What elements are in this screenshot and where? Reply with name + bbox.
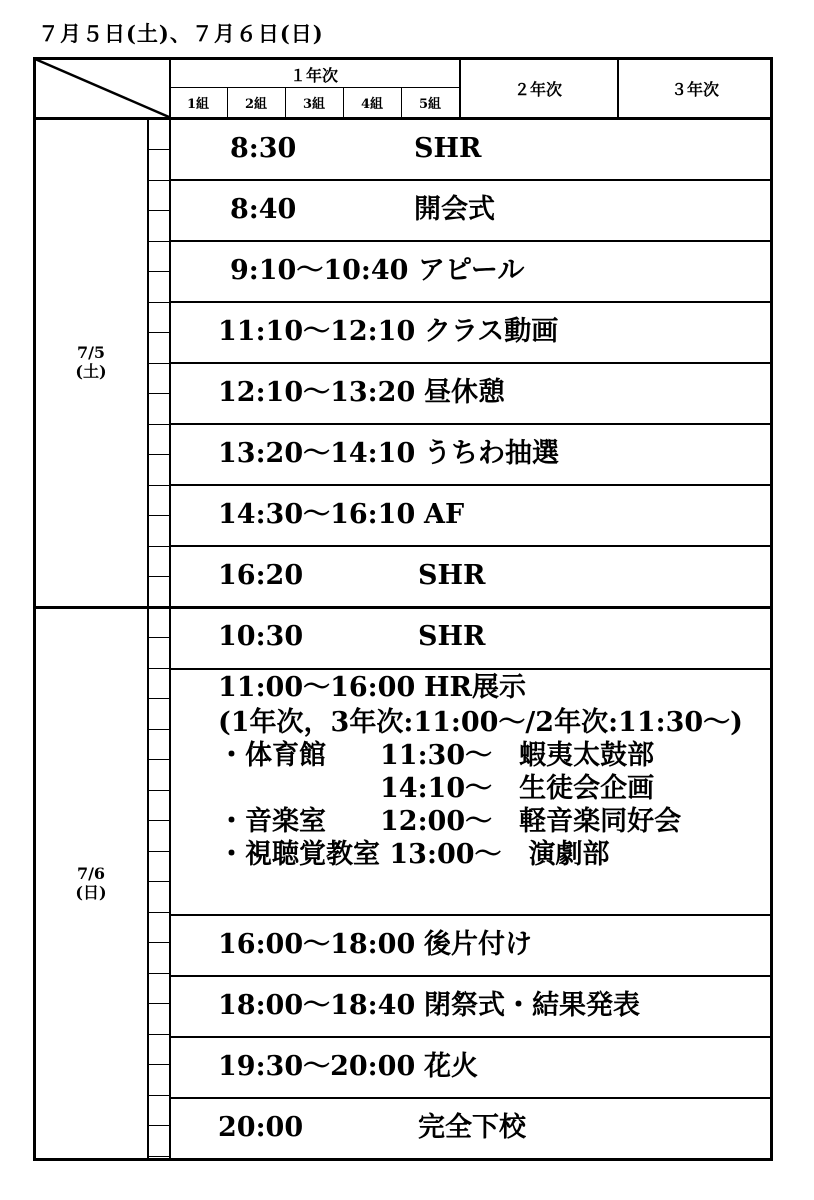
event-time: 8:40 (230, 194, 297, 225)
gutter-tick (147, 363, 171, 364)
gutter-tick (147, 271, 171, 272)
header-class-5: 5組 (418, 97, 442, 112)
gutter-tick (147, 1064, 171, 1065)
row-divider (169, 1036, 773, 1038)
event-name: 完全下校 (418, 1112, 526, 1143)
event-name: HR展示 (424, 672, 526, 703)
event-time: 11:00～16:00 (218, 672, 416, 703)
row-divider (169, 1097, 773, 1099)
event-name: 昼休憩 (424, 377, 505, 408)
gutter-tick (147, 698, 171, 699)
gutter-tick (147, 820, 171, 821)
gutter-tick (147, 576, 171, 577)
detail-line: ・体育館 11:30～ 蝦夷太鼓部 (218, 740, 655, 771)
event-name: AF (424, 499, 465, 530)
gutter-tick (147, 241, 171, 242)
gutter-tick (147, 1034, 171, 1035)
page-title: ７月５日(土)、７月６日(日) (38, 21, 324, 46)
gutter-tick (147, 912, 171, 913)
date-label: 7/5 (76, 343, 106, 362)
divider (169, 57, 171, 1161)
event-name: SHR (418, 560, 486, 591)
gutter-tick (147, 515, 171, 516)
detail-line: ・視聴覚教室 13:00～ 演劇部 (218, 839, 610, 870)
gutter-tick (147, 881, 171, 882)
event-name: SHR (414, 133, 482, 164)
header-class-4: 4組 (360, 97, 384, 112)
event-time: 9:10～10:40 (230, 255, 409, 286)
header-class-3: 3組 (302, 97, 326, 112)
gutter-tick (147, 454, 171, 455)
detail-line: (1年次，3年次:11:00～/2年次:11:30～) (218, 707, 743, 738)
header-class-1: 1組 (186, 97, 210, 112)
row-divider (169, 362, 773, 364)
gutter-tick (147, 1095, 171, 1096)
header-class-2: 2組 (244, 97, 268, 112)
event-name: クラス動画 (424, 316, 559, 347)
event-name: 後片付け (424, 929, 532, 960)
gutter-tick (147, 332, 171, 333)
gutter-tick (147, 180, 171, 181)
corner-diagonal (33, 57, 170, 118)
event-name: SHR (418, 621, 486, 652)
date-label: 7/6 (76, 864, 106, 883)
gutter-tick (147, 790, 171, 791)
weekday-label: (日) (75, 883, 107, 902)
gutter-tick (147, 546, 171, 547)
gutter-tick (147, 973, 171, 974)
row-divider (169, 179, 773, 181)
divider (169, 87, 459, 88)
weekday-label: (土) (75, 362, 107, 381)
day-divider (33, 606, 773, 609)
header-year2: ２年次 (513, 80, 562, 99)
event-name: アピール (418, 255, 525, 286)
event-time: 11:10～12:10 (218, 316, 416, 347)
row-divider (169, 484, 773, 486)
gutter-tick (147, 759, 171, 760)
row-divider (169, 914, 773, 916)
detail-line: ・音楽室 12:00～ 軽音楽同好会 (218, 806, 682, 837)
gutter-tick (147, 485, 171, 486)
event-time: 8:30 (230, 133, 297, 164)
event-time: 16:20 (218, 560, 304, 591)
event-name: 花火 (424, 1051, 478, 1082)
row-divider (169, 240, 773, 242)
header-year1: １年次 (289, 66, 338, 85)
row-divider (169, 423, 773, 425)
gutter-tick (147, 1125, 171, 1126)
gutter-tick (147, 668, 171, 669)
gutter-tick (147, 851, 171, 852)
event-time: 14:30～16:10 (218, 499, 416, 530)
gutter-tick (147, 424, 171, 425)
gutter-tick (147, 1156, 171, 1157)
detail-line: 14:10～ 生徒会企画 (218, 773, 655, 804)
gutter-tick (147, 729, 171, 730)
event-time: 13:20～14:10 (218, 438, 416, 469)
gutter-tick (147, 637, 171, 638)
event-time: 16:00～18:00 (218, 929, 416, 960)
event-time: 10:30 (218, 621, 304, 652)
event-time: 18:00～18:40 (218, 990, 416, 1021)
gutter-tick (147, 1003, 171, 1004)
row-divider (169, 668, 773, 670)
event-time: 19:30～20:00 (218, 1051, 416, 1082)
gutter-tick (147, 393, 171, 394)
event-time: 20:00 (218, 1112, 304, 1143)
day-date (36, 343, 146, 381)
divider (147, 118, 149, 1161)
row-divider (169, 545, 773, 547)
row-divider (169, 975, 773, 977)
header-year3: ３年次 (670, 80, 719, 99)
event-name: 開会式 (414, 194, 495, 225)
event-name: うちわ抽選 (424, 438, 559, 469)
gutter-tick (147, 942, 171, 943)
row-divider (169, 301, 773, 303)
gutter-tick (147, 149, 171, 150)
event-name: 閉祭式・結果発表 (424, 990, 640, 1021)
event-time: 12:10～13:20 (218, 377, 416, 408)
gutter-tick (147, 210, 171, 211)
gutter-tick (147, 302, 171, 303)
day-date (36, 864, 146, 902)
